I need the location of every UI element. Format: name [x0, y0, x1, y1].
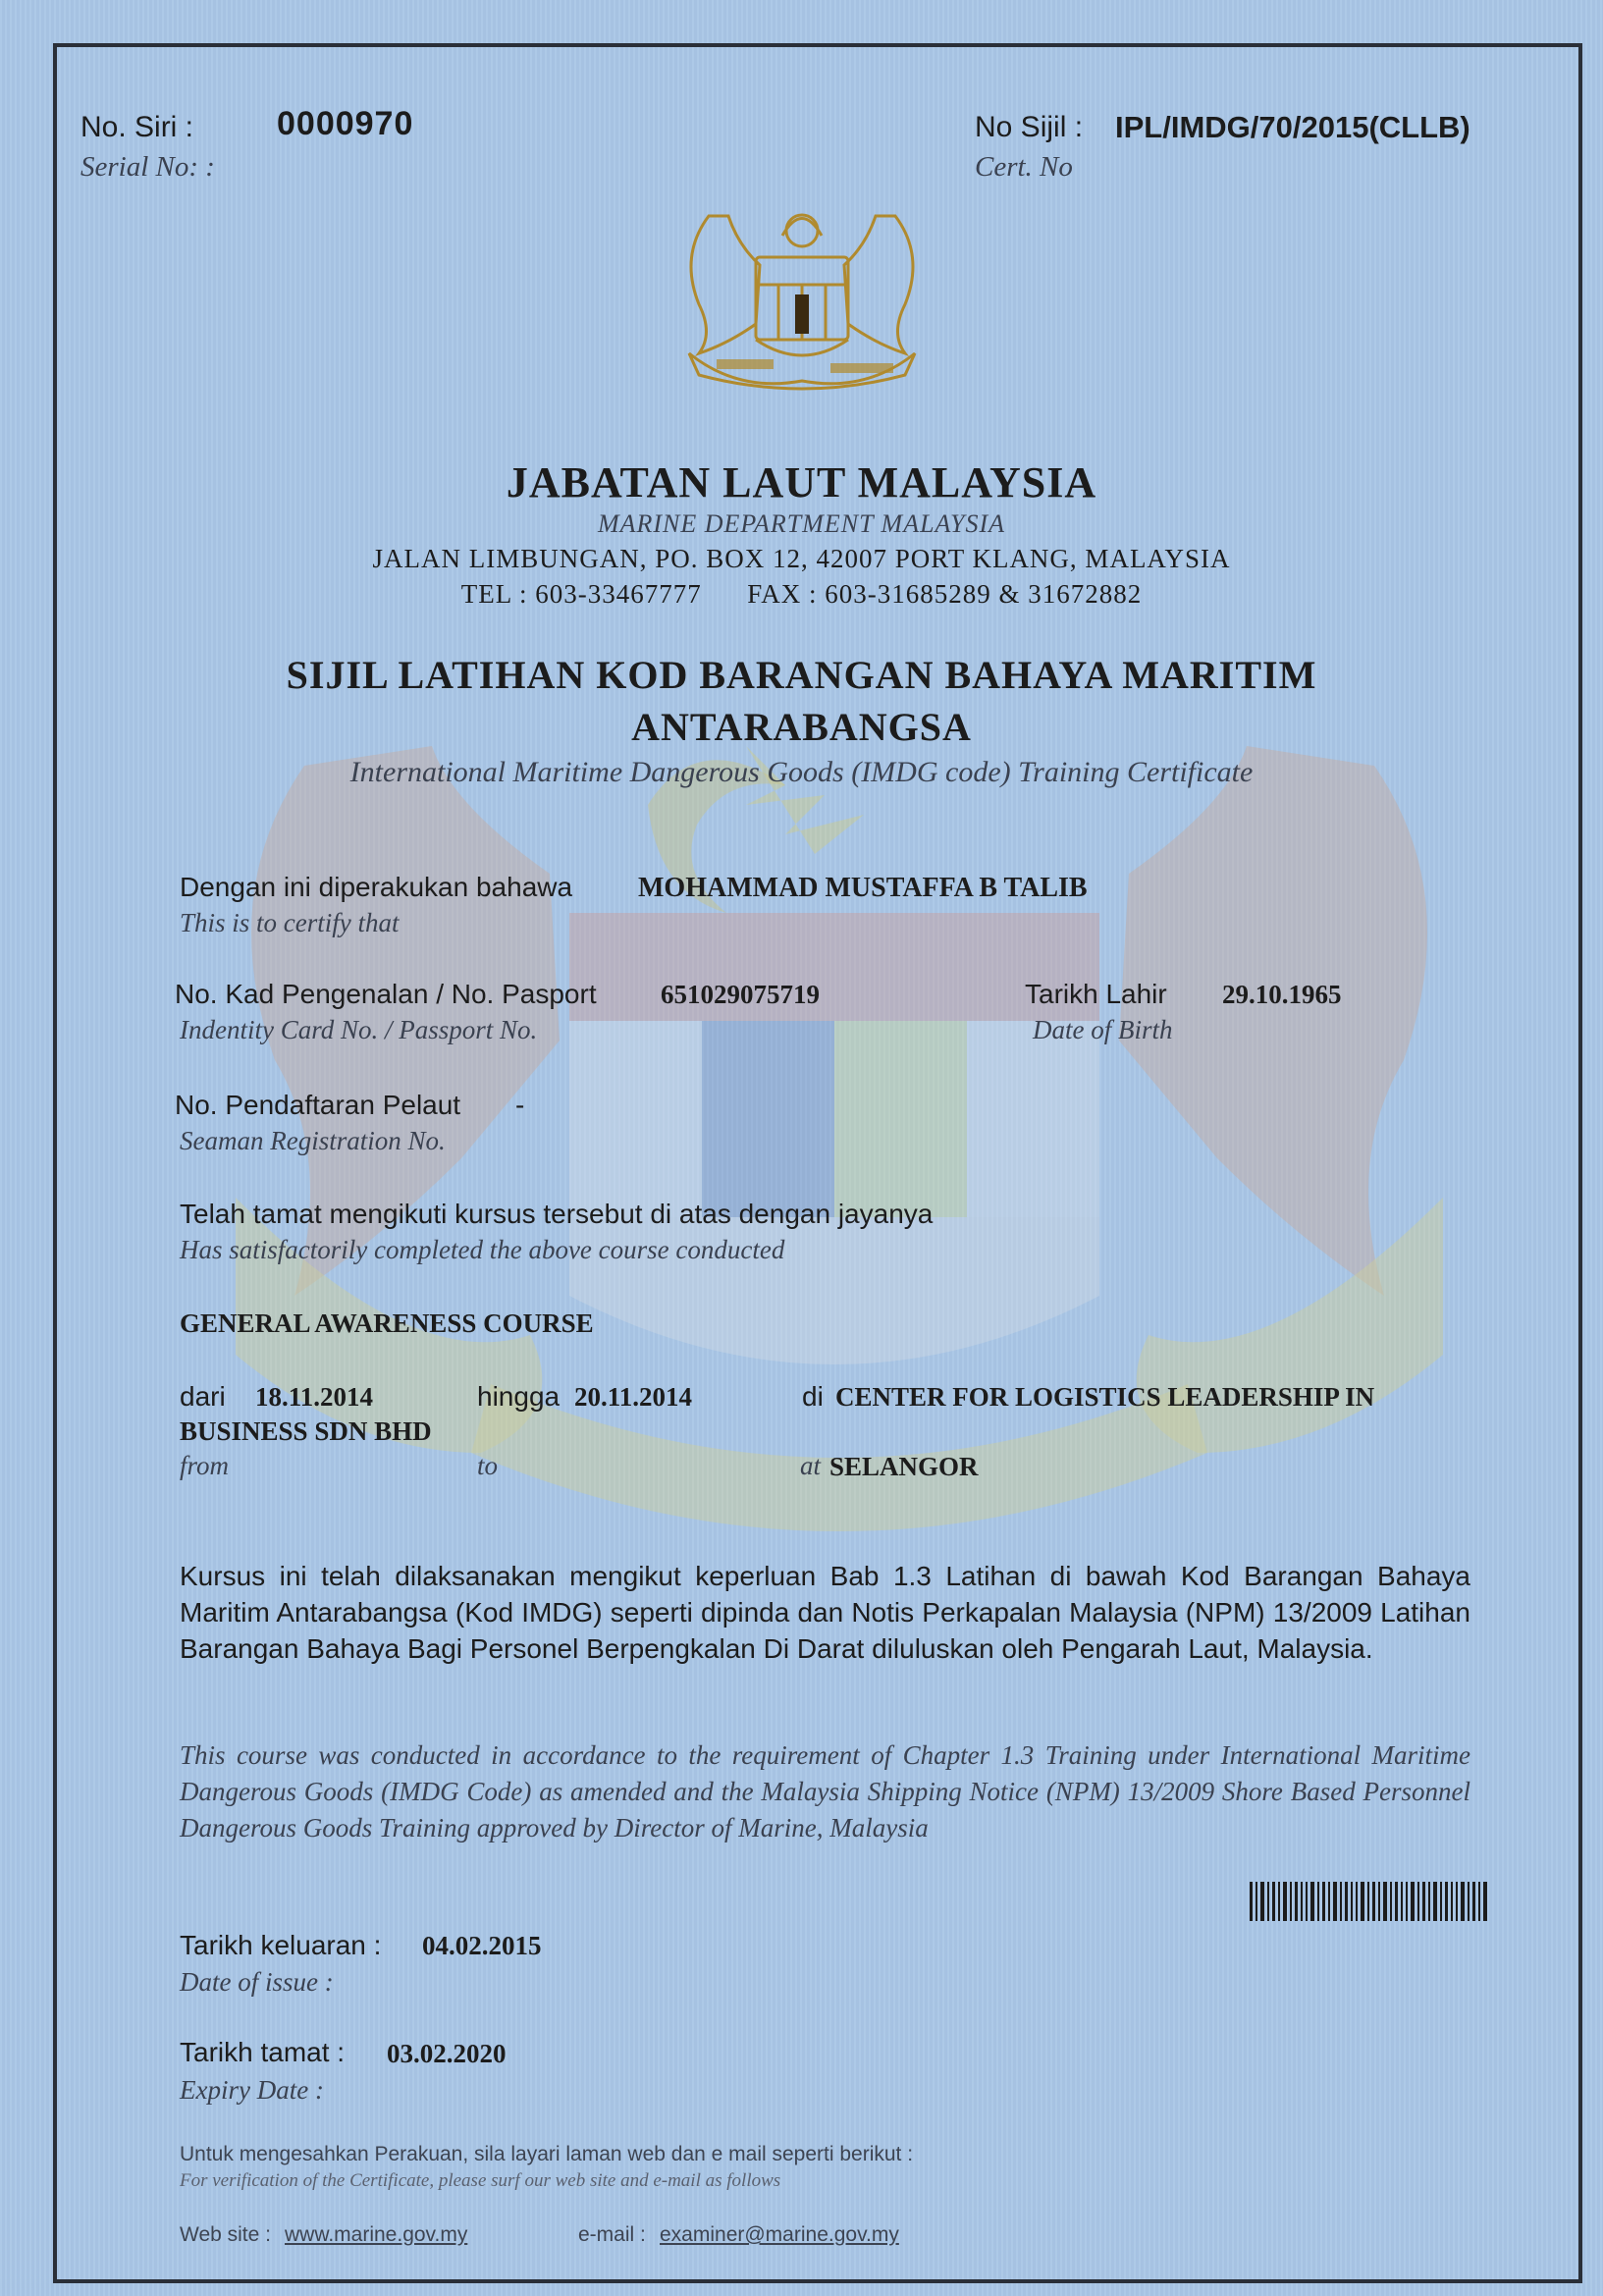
certificate-title-line1: SIJIL LATIHAN KOD BARANGAN BAHAYA MARITIM — [286, 653, 1317, 697]
id-label: No. Kad Pengenalan / No. Pasport — [175, 979, 597, 1009]
website-link[interactable]: www.marine.gov.my — [285, 2223, 468, 2246]
serial-label-en: Serial No: : — [80, 151, 215, 183]
certificate-title-en: International Maritime Dangerous Goods (IMDG code) Training Certificate — [349, 756, 1254, 788]
dob-label-en: Date of Birth — [1033, 1015, 1173, 1044]
seaman-reg-label-en: Seaman Registration No. — [180, 1126, 446, 1155]
from-label: dari — [180, 1381, 226, 1412]
id-label-en: Indentity Card No. / Passport No. — [180, 1015, 538, 1044]
course-name: GENERAL AWARENESS COURSE — [180, 1308, 594, 1338]
department-address: JALAN LIMBUNGAN, PO. BOX 12, 42007 PORT KLANG, MALAYSIA — [372, 544, 1231, 573]
from-value: 18.11.2014 — [255, 1382, 374, 1412]
expiry-date-value: 03.02.2020 — [387, 2039, 507, 2068]
certify-label-en: This is to certify that — [180, 908, 400, 937]
from-label-en: from — [180, 1451, 230, 1480]
seaman-reg-value: - — [515, 1090, 525, 1120]
expiry-date-label: Tarikh tamat : — [180, 2037, 346, 2067]
department-name-en: MARINE DEPARTMENT MALAYSIA — [597, 509, 1006, 538]
barcode — [1250, 1882, 1488, 1921]
dob-label: Tarikh Lahir — [1025, 979, 1167, 1009]
serial-value: 0000970 — [277, 105, 414, 142]
serial-label: No. Siri : — [80, 111, 194, 143]
department-contact: TEL : 603-33467777 FAX : 603-31685289 & 31672882 — [460, 579, 1143, 609]
issue-date-label-en: Date of issue : — [180, 1967, 334, 1997]
completed-label: Telah tamat mengikuti kursus tersebut di atas dengan jayanya — [180, 1199, 934, 1229]
email-label: e-mail : — [578, 2223, 646, 2246]
certificate-title-line2: ANTARABANGSA — [631, 705, 972, 749]
to-label: hingga — [477, 1381, 561, 1412]
to-value: 20.11.2014 — [574, 1382, 693, 1412]
coat-of-arms-emblem — [669, 206, 935, 393]
to-label-en: to — [477, 1451, 499, 1480]
cert-number-label-en: Cert. No — [975, 151, 1073, 183]
verification-text-en: For verification of the Certificate, please surf our web site and e-mail as follows — [180, 2170, 781, 2191]
completed-label-en: Has satisfactorily completed the above course conducted — [180, 1235, 785, 1264]
venue-location: SELANGOR — [829, 1452, 979, 1481]
website-label: Web site : — [180, 2223, 271, 2246]
at-label: di — [802, 1381, 824, 1412]
expiry-date-label-en: Expiry Date : — [180, 2075, 324, 2105]
seaman-reg-label: No. Pendaftaran Pelaut — [175, 1090, 461, 1120]
issue-date-label: Tarikh keluaran : — [180, 1930, 382, 1960]
issue-date-value: 04.02.2015 — [422, 1931, 542, 1960]
cert-number-value: IPL/IMDG/70/2015(CLLB) — [1115, 110, 1470, 144]
dob-value: 29.10.1965 — [1222, 980, 1342, 1009]
statement-malay: Kursus ini telah dilaksanakan mengikut keperluan Bab 1.3 Latihan di bawah Kod Barangan Bahaya Maritim Antarabangsa (Kod IMDG) seperti dipinda dan Notis Perkapalan Malaysia (NPM) 13/2009 Latihan Barangan Bahaya Bagi Personel Berpengkalan Di Darat diluluskan oleh Pengarah Laut, Malaysia. — [180, 1561, 1470, 1664]
at-label-en: at — [800, 1451, 822, 1480]
verification-text: Untuk mengesahkan Perakuan, sila layari laman web dan e mail seperti berikut : — [180, 2143, 914, 2165]
venue-line1: CENTER FOR LOGISTICS LEADERSHIP IN — [835, 1382, 1375, 1412]
email-link[interactable]: examiner@marine.gov.my — [660, 2223, 899, 2246]
certify-label: Dengan ini diperakukan bahawa — [180, 872, 573, 902]
holder-name: MOHAMMAD MUSTAFFA B TALIB — [638, 873, 1088, 903]
cert-number-label: No Sijil : — [975, 111, 1084, 143]
department-name: JABATAN LAUT MALAYSIA — [506, 458, 1097, 507]
id-value: 651029075719 — [661, 980, 820, 1009]
statement-english: This course was conducted in accordance to the requirement of Chapter 1.3 Training under International Maritime Dangerous Goods (IMDG Code) as amended and the Malaysia Shipping Notice (NPM) 13/2009 Shore Based Personnel Dangerous Goods Training approved by Director of Marine, Malaysia — [180, 1740, 1470, 1842]
venue-line2: BUSINESS SDN BHD — [180, 1416, 432, 1446]
